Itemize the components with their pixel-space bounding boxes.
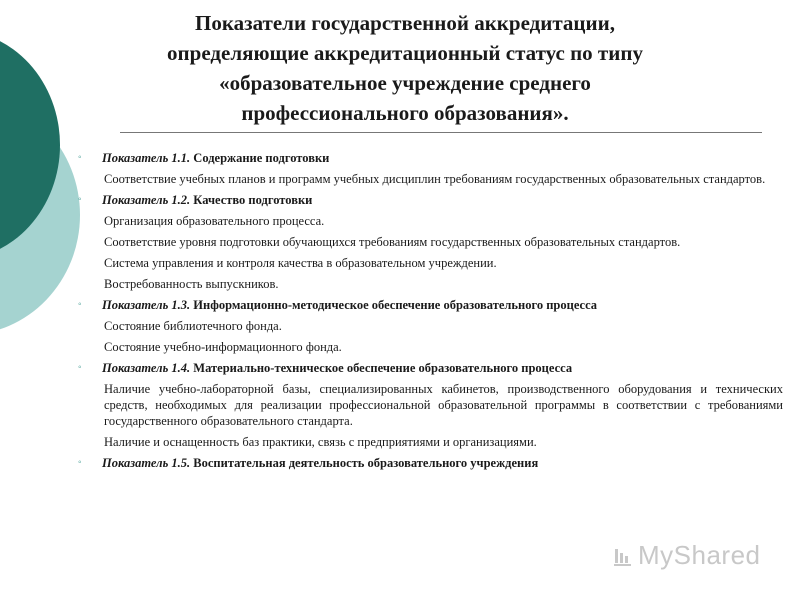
indicator-criterion: Система управления и контроля качества в образовательном учреждении. [104, 256, 497, 270]
indicator-title: Качество подготовки [190, 193, 313, 207]
bullet-icon: ◦ [78, 457, 82, 468]
indicator-heading [78, 192, 783, 208]
indicator-heading [78, 297, 783, 313]
indicator-criterion: Соответствие учебных планов и программ учебных дисциплин требованиям государственных образовательных стандартов. [104, 172, 766, 186]
indicator-title: Материально-техническое обеспечение образовательного процесса [190, 361, 573, 375]
indicator-criterion: Востребованность выпускников. [104, 277, 279, 291]
indicator-item [78, 455, 783, 471]
title-line: Показатели государственной аккредитации, [195, 11, 615, 35]
bullet-icon: ◦ [78, 152, 82, 163]
indicator-heading [78, 150, 783, 166]
watermark [612, 540, 761, 571]
indicator-criterion: Состояние учебно-информационного фонда. [104, 340, 342, 354]
indicator-heading [78, 455, 783, 471]
indicator-item [78, 150, 783, 166]
indicator-number: Показатель 1.2. [102, 193, 191, 207]
watermark-text: MyShared [638, 540, 761, 570]
indicator-title: Воспитательная деятельность образовательного учреждения [190, 456, 539, 470]
indicator-item [78, 192, 783, 208]
bullet-icon: ◦ [78, 194, 82, 205]
indicator-criterion: Наличие и оснащенность баз практики, связь с предприятиями и организациями. [104, 435, 537, 449]
indicator-title: Информационно-методическое обеспечение образовательного процесса [190, 298, 598, 312]
title-line: «образовательное учреждение среднего [219, 71, 591, 95]
indicator-number: Показатель 1.4. [102, 361, 191, 375]
indicator-criterion: Организация образовательного процесса. [104, 214, 325, 228]
indicator-item [78, 297, 783, 313]
indicator-title: Содержание подготовки [190, 151, 330, 165]
indicator-number: Показатель 1.5. [102, 456, 191, 470]
indicator-number: Показатель 1.3. [102, 298, 191, 312]
cart-icon [612, 545, 634, 567]
indicator-criterion: Наличие учебно-лабораторной базы, специализированных кабинетов, производственного оборудования и технических средств, необходимых для реализации профессиональной образовательной программы в соответствии с требованиями государственного образовательного стандарта. [104, 382, 783, 428]
title-line: профессионального образования». [241, 101, 569, 125]
indicator-number: Показатель 1.1. [102, 151, 191, 165]
slide-content [78, 150, 783, 476]
slide-title [95, 8, 715, 128]
bullet-icon: ◦ [78, 299, 82, 310]
indicator-heading [78, 360, 783, 376]
title-underline [120, 132, 762, 133]
indicator-criterion: Состояние библиотечного фонда. [104, 319, 282, 333]
bullet-icon: ◦ [78, 362, 82, 373]
indicator-item [78, 360, 783, 376]
title-line: определяющие аккредитационный статус по типу [167, 41, 643, 65]
indicator-criterion: Соответствие уровня подготовки обучающихся требованиям государственных образовательных стандартов. [104, 235, 681, 249]
